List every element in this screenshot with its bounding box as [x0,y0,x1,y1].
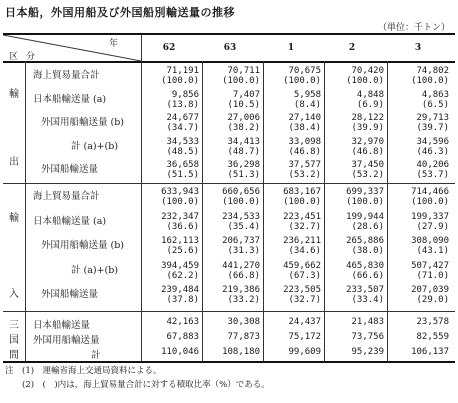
cell-value: 32,970 [351,136,384,147]
cross_trade-cell [328,347,384,357]
cell-ratio: (35.4) [227,221,260,232]
cross_trade-cell [265,332,321,342]
cross_trade-cell [143,347,199,357]
cell-value: 236,211 [283,236,321,246]
exports-cell [393,66,449,86]
exports-row-label: 外国船輸送量 [41,164,99,175]
cell-value: 71,191 [166,66,199,76]
cell-value: 36,658 [166,160,199,170]
cell-ratio: (38.4) [288,123,321,133]
cell-value: 70,420 [351,66,384,76]
cell-ratio: (46.3) [416,146,449,157]
cell-value: 37,450 [351,160,384,170]
cell-value: 27,006 [227,113,260,123]
imports-cell [143,212,199,232]
cell-value: 223,505 [283,285,321,295]
year-header-2: 2 [348,43,356,53]
cell-value: 265,886 [346,236,384,246]
cross_trade-row-label: 計 [91,350,101,361]
cell-value: 70,675 [288,66,321,76]
imports-cell [204,212,260,232]
imports-cell [265,285,321,305]
exports-cell [393,113,449,133]
cell-ratio: (100.0) [283,197,321,207]
cell-ratio: (100.0) [222,76,260,86]
cell-value: 30,308 [227,317,260,327]
year-header-1: 1 [287,43,295,53]
cell-ratio: (36.6) [166,221,199,232]
imports-cell [328,212,384,232]
cell-value: 21,483 [351,317,384,327]
cell-value: 34,596 [416,136,449,147]
cell-ratio: (28.6) [351,221,384,232]
cell-ratio: (100.0) [283,76,321,86]
cell-ratio: (39.7) [416,123,449,133]
cross_trade-cell [143,332,199,342]
cross_trade-cell [328,317,384,327]
cell-value: 37,577 [288,160,321,170]
exports-cell [265,90,321,110]
cell-ratio: (46.8) [351,146,384,157]
cross_trade-cell [265,347,321,357]
cell-ratio: (34.7) [166,123,199,133]
exports-cell [204,160,260,180]
imports-cell [328,285,384,305]
cell-ratio: (37.8) [166,295,199,305]
cell-ratio: (51.3) [227,170,260,180]
exports-cell [143,160,199,180]
category-header-label: 区分 [9,52,44,62]
column-divider-category [141,35,142,361]
cell-value: 23,578 [416,317,449,327]
cell-value: 34,413 [227,136,260,147]
cell-value: 207,039 [411,285,449,295]
imports-cell [265,187,321,207]
exports-cell [328,160,384,180]
exports-cell [393,90,449,110]
cell-value: 633,943 [161,187,199,197]
cross_trade-cell [204,347,260,357]
imports-cell [328,236,384,256]
cell-ratio: (48.7) [227,146,260,157]
cell-value: 233,507 [346,285,384,295]
cell-ratio: (46.8) [288,146,321,157]
imports-cell [265,236,321,256]
exports-cell [265,113,321,133]
cell-value: 223,451 [283,211,321,222]
imports-cell [143,187,199,207]
note-2: (2) ( )内は，海上貿易量合計に対する積取比率（%）である。 [5,380,270,390]
cell-value: 699,337 [346,187,384,197]
cell-value: 234,533 [222,211,260,222]
cell-ratio: (32.7) [288,221,321,232]
exports-row-label: 外国用船輸送量 (b) [41,117,125,128]
cell-value: 232,347 [161,211,199,222]
imports-cell [143,236,199,256]
cell-ratio: (34.6) [288,246,321,256]
exports-cell [328,113,384,133]
cell-value: 7,407 [232,89,260,100]
exports-cell [143,66,199,86]
cell-value: 29,713 [416,113,449,123]
column-divider-2 [387,61,388,361]
imports-row-label: 外国用船輸送量 (b) [41,240,125,251]
table-notes [5,364,270,392]
imports-cell [393,187,449,207]
cell-ratio: (39.9) [351,123,384,133]
cell-value: 108,180 [222,347,260,357]
imports-cell [328,187,384,207]
cell-value: 465,830 [346,260,384,271]
cell-ratio: (6.9) [356,99,384,110]
column-divider-63 [263,61,264,361]
cell-value: 4,863 [421,89,449,100]
cross_trade-cell [143,317,199,327]
cell-ratio: (51.5) [166,170,199,180]
imports-cell [204,285,260,305]
cell-ratio: (13.8) [166,99,199,110]
cell-ratio: (10.5) [227,99,260,110]
cell-ratio: (100.0) [346,197,384,207]
exports-cell [265,66,321,86]
cell-value: 714,466 [411,187,449,197]
cell-value: 27,140 [288,113,321,123]
cell-ratio: (62.2) [166,270,199,281]
exports-cell [143,113,199,133]
cell-value: 75,172 [288,332,321,342]
imports-cell [204,236,260,256]
cell-value: 162,113 [161,236,199,246]
cell-ratio: (100.0) [411,197,449,207]
side-divider [25,61,26,361]
exports-cell [204,113,260,133]
cell-value: 42,163 [166,317,199,327]
cell-ratio: (66.6) [351,270,384,281]
cell-ratio: (66.8) [227,270,260,281]
cross_trade-cell [204,317,260,327]
exports-cell [393,137,449,157]
cell-value: 24,437 [288,317,321,327]
cell-ratio: (6.5) [421,99,449,110]
exports-row-label: 海上貿易量合計 [33,70,100,81]
cell-ratio: (33.2) [227,295,260,305]
cell-ratio: (100.0) [346,76,384,86]
cell-value: 394,459 [161,260,199,271]
year-header-63: 63 [223,43,237,53]
cell-value: 683,167 [283,187,321,197]
cell-value: 110,046 [161,347,199,357]
cell-ratio: (8.4) [293,99,321,110]
cell-ratio: (48.5) [166,146,199,157]
cell-ratio: (43.1) [416,246,449,256]
cell-value: 4,848 [356,89,384,100]
imports-cell [265,261,321,281]
cell-ratio: (38.0) [351,246,384,256]
cross_trade-row-label: 日本船輸送量 [33,320,91,331]
exports-cell [143,137,199,157]
cell-ratio: (100.0) [161,76,199,86]
imports-row-label: 日本船輸送量 (a) [33,215,107,227]
cell-value: 9,856 [171,89,199,100]
imports-row-label: 外国船輸送量 [41,289,99,300]
cross_trade-cell [328,332,384,342]
exports-row-label: 日本船輸送量 (a) [33,93,107,105]
year-header-label: 年 [109,39,119,49]
exports-cell [204,90,260,110]
cross_trade-cell [393,317,449,327]
cross_trade-cell [204,332,260,342]
imports-cell [143,261,199,281]
cell-ratio: (53.2) [351,170,384,180]
cell-value: 106,137 [411,347,449,357]
data-table: 年 区分 62 63 1 2 3 輸 出 輸 入 三 国 間 海上貿易量合計 71,191 (100.0) 70,711 (100.0) 70,675 (100.0) 70,420 (100.0) 74,802 (100.0) 日本船輸送量 (a) 9,856 (13.8) 7,407 (10.5) 5,958 (8.4) 4,848 (6.9) 4,863 (6.5) 外国用船輸送量 (b) 24,677 (34.7) 27,006 (38.2) 27,140 (38.4) 28,122 (39.9) 29,713 (39.7) 計 (a)+(b) 34,533 (48.5) 34,413 (48.7) 33,098 (46.8) 32,970 (46.8) 34,596 (46.3) 外国船輸送量 36,658 (51.5) 36,298 (51.3) 37,577 (53.2) 37,450 (53.2) 40,206 (53.7) 海上貿易量合計 633,943 (100.0) 660,656 (100.0) 683,167 (100.0) 699,337 (100.0) 714,466 (100.0) 日本船輸送量 (a) 232,347 (36.6) 234,533 (35.4) 223,451 (32.7) 199,944 (28.6) 199,337 (27.9) 外国用船輸送量 (b) 162,113 (25.6) 206,737 (31.3) 236,211 (34.6) 265,886 (38.0) 308,090 (43.1) 計 (a)+(b) 394,459 (62.2) 441,270 (66.8) 459,662 (67.3) 465,830 (66.6) 507,427 (71.0) 外国船輸送量 239,484 (37.8) 219,386 (33.2) 223,505 (32.7) 233,507 (33.4) 207,039 (29.0) 日本船輸送量 42,163 30,308 24,437 21,483 23,578 外国用船輸送量 67,883 77,873 75,172 73,756 82,559 計 110,046 108,180 99,609 95,239 106,137 [3,33,455,363]
cell-ratio: (31.3) [227,246,260,256]
imports-row-label: 海上貿易量合計 [33,191,100,202]
year-header-3: 3 [414,43,422,53]
cell-value: 660,656 [222,187,260,197]
note-1: 注 (1) 運輸省海上交通局資料による。 [5,366,162,376]
cell-value: 24,677 [166,113,199,123]
cell-value: 82,559 [416,332,449,342]
cell-value: 36,298 [227,160,260,170]
cell-value: 5,958 [293,89,321,100]
cell-ratio: (67.3) [288,270,321,281]
cross_trade-cell [393,347,449,357]
cell-ratio: (32.7) [288,295,321,305]
cell-value: 199,337 [411,211,449,222]
exports-cell [328,137,384,157]
cell-ratio: (100.0) [411,76,449,86]
cell-value: 70,711 [227,66,260,76]
cell-ratio: (71.0) [416,270,449,281]
cell-value: 219,386 [222,285,260,295]
cell-ratio: (29.0) [416,295,449,305]
cell-value: 34,533 [166,136,199,147]
exports-cell [328,66,384,86]
cell-ratio: (100.0) [222,197,260,207]
cell-value: 206,737 [222,236,260,246]
column-divider-62 [202,61,203,361]
imports-cell [393,212,449,232]
imports-cell [204,261,260,281]
cross_trade-cell [393,332,449,342]
imports-row-label: 計 (a)+(b) [71,264,119,276]
cross_trade-row-label: 外国用船輸送量 [33,335,100,346]
imports-cell [265,212,321,232]
cell-value: 77,873 [227,332,260,342]
cell-value: 95,239 [351,347,384,357]
cell-ratio: (100.0) [161,197,199,207]
cell-value: 28,122 [351,113,384,123]
cell-value: 74,802 [416,66,449,76]
imports-cell [393,285,449,305]
cell-ratio: (33.4) [351,295,384,305]
cell-ratio: (38.2) [227,123,260,133]
page-title: 日本船，外国用船及び外国船別輸送量の推移 [5,6,235,19]
cell-value: 99,609 [288,347,321,357]
imports-cell [328,261,384,281]
cell-value: 507,427 [411,260,449,271]
exports-cell [265,137,321,157]
cell-value: 33,098 [288,136,321,147]
cell-value: 441,270 [222,260,260,271]
cell-value: 199,944 [346,211,384,222]
cell-ratio: (25.6) [166,246,199,256]
imports-cell [393,236,449,256]
exports-cell [265,160,321,180]
cell-ratio: (53.2) [288,170,321,180]
exports-row-label: 計 (a)+(b) [71,140,119,152]
exports-cell [143,90,199,110]
year-header-62: 62 [162,43,176,53]
cell-value: 73,756 [351,332,384,342]
imports-cell [393,261,449,281]
cell-value: 308,090 [411,236,449,246]
cell-ratio: (53.7) [416,170,449,180]
cross_trade-cell [265,317,321,327]
exports-cell [204,137,260,157]
cell-value: 67,883 [166,332,199,342]
exports-cell [328,90,384,110]
cell-value: 459,662 [283,260,321,271]
column-divider-1 [324,61,325,361]
imports-cell [143,285,199,305]
cell-value: 239,484 [161,285,199,295]
unit-label: （単位：千トン） [377,23,450,33]
cell-value: 40,206 [416,160,449,170]
imports-cell [204,187,260,207]
exports-cell [393,160,449,180]
cell-ratio: (27.9) [416,221,449,232]
exports-cell [204,66,260,86]
